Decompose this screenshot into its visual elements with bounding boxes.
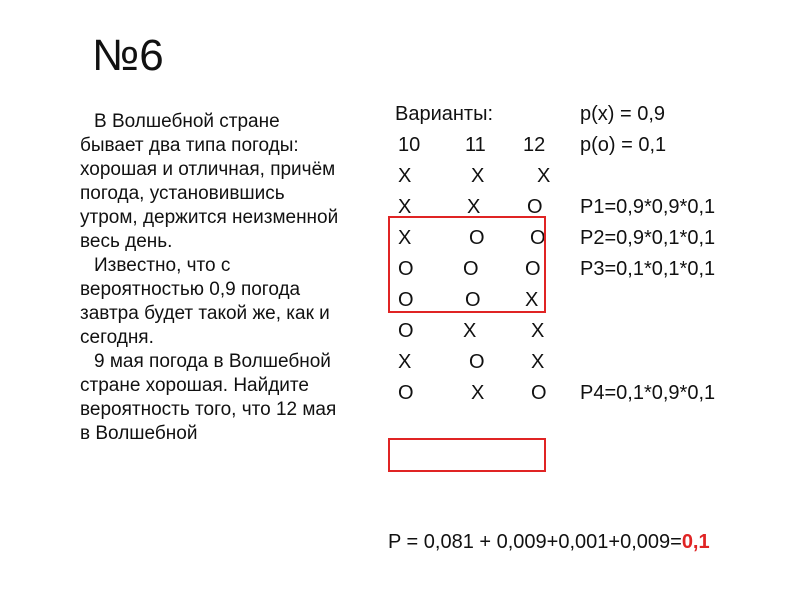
problem-paragraph-1: В Волшебной стране бывает два типа погоды: хорошая и отличная, причём погода, установившись утром, держится неизменной весь день.: [80, 111, 339, 252]
day-label: 11: [465, 134, 486, 156]
weather-cell: O: [398, 258, 414, 280]
probability-formula: P3=0,1*0,1*0,1: [580, 258, 716, 280]
weather-cell: O: [398, 382, 414, 404]
weather-cell: X: [398, 227, 412, 249]
weather-cell: O: [398, 320, 414, 342]
total-expression: P = 0,081 + 0,009+0,001+0,009=: [388, 531, 682, 553]
problem-text: [80, 110, 342, 446]
weather-cell: O: [465, 289, 481, 311]
weather-cell: X: [398, 196, 412, 218]
weather-cell: X: [398, 165, 412, 187]
total-answer: 0,1: [681, 531, 710, 553]
weather-cell: X: [471, 165, 485, 187]
weather-cell: O: [530, 227, 546, 249]
weather-cell: O: [398, 289, 414, 311]
weather-cell: X: [467, 196, 481, 218]
probability-o: p(o) = 0,1: [580, 134, 667, 156]
weather-cell: O: [469, 351, 485, 373]
highlight-box-bottom: [388, 438, 546, 472]
variant-row: [395, 377, 775, 408]
days-row: [395, 129, 775, 160]
probability-formula: P2=0,9*0,1*0,1: [580, 227, 716, 249]
total-probability: [388, 528, 710, 556]
probability-formula: P4=0,1*0,9*0,1: [580, 382, 716, 404]
weather-cell: O: [525, 258, 541, 280]
problem-paragraph-2: Известно, что с вероятностью 0,9 погода завтра будет такой же, как и сегодня.: [80, 255, 330, 348]
weather-cell: O: [531, 382, 547, 404]
day-label: 12: [523, 134, 546, 156]
weather-cell: X: [471, 382, 485, 404]
probability-formula: P1=0,9*0,9*0,1: [580, 196, 716, 218]
highlight-box-top: [388, 216, 546, 313]
variant-row: [395, 346, 775, 377]
day-label: 10: [398, 134, 421, 156]
weather-cell: X: [531, 351, 545, 373]
variants-header-row: [395, 98, 775, 129]
slide-title: №6: [92, 31, 164, 80]
variants-label: Варианты:: [395, 103, 494, 125]
weather-cell: X: [525, 289, 539, 311]
weather-cell: O: [527, 196, 543, 218]
weather-cell: X: [463, 320, 477, 342]
weather-cell: X: [398, 351, 412, 373]
variant-row: [395, 160, 775, 191]
problem-paragraph-3: 9 мая погода в Волшебной стране хорошая. Найдите вероятность того, что 12 мая в Волшебной: [80, 351, 337, 444]
weather-cell: O: [469, 227, 485, 249]
probability-x: p(x) = 0,9: [580, 103, 666, 125]
weather-cell: O: [463, 258, 479, 280]
variant-row: [395, 315, 775, 346]
weather-cell: X: [531, 320, 545, 342]
weather-cell: X: [537, 165, 551, 187]
